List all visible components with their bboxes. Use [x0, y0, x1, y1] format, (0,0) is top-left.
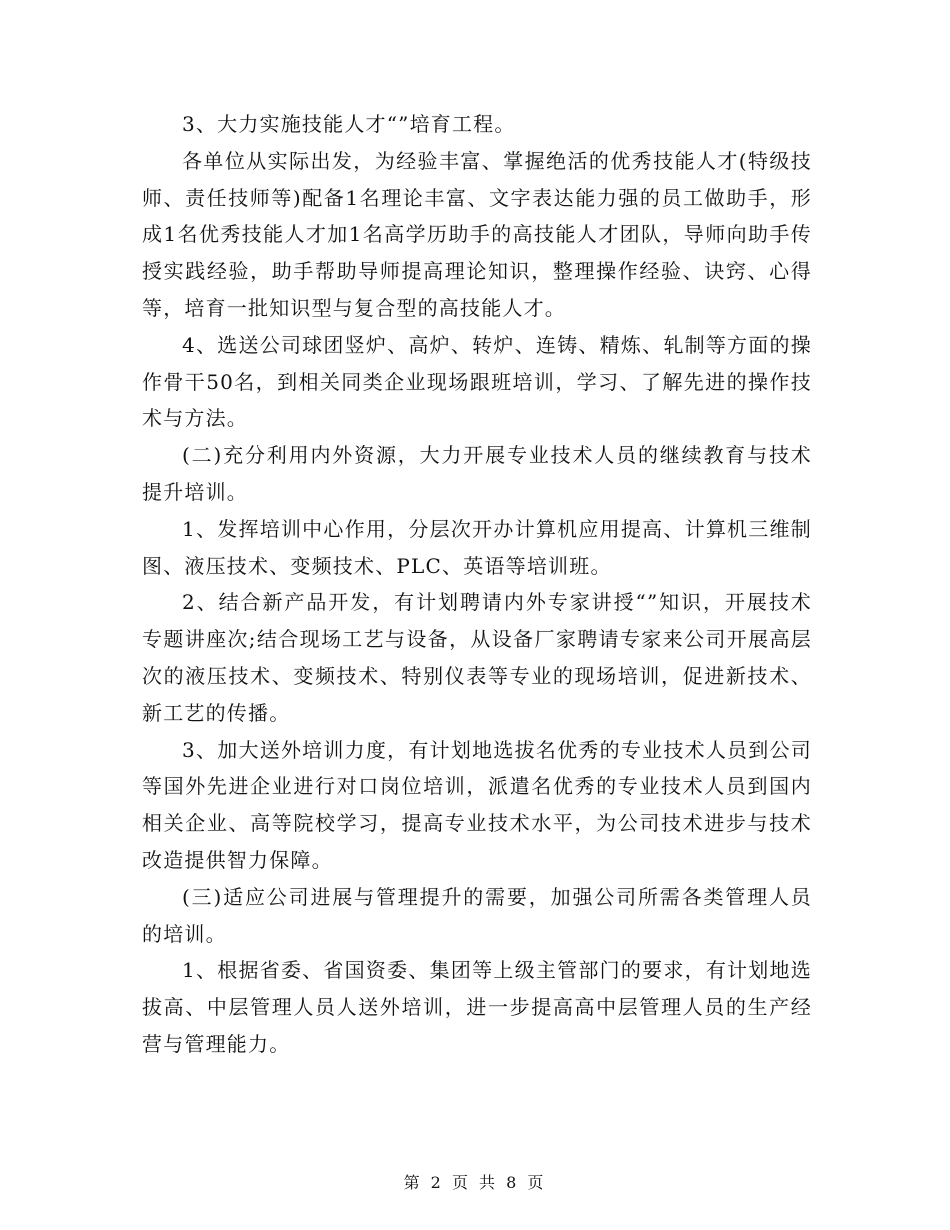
section-heading-management-staff: (三)适应公司进展与管理提升的需要，加强公司所需各类管理人员的培训。 [142, 884, 812, 946]
section-heading-technical-staff: (二)充分利用内外资源，大力开展专业技术人员的继续教育与技术提升培训。 [142, 443, 812, 504]
paragraph-manager-training: 1、根据省委、省国资委、集团等上级主管部门的要求，有计划地选拔高、中层管理人员人送外培训，进一步提高高中层管理人员的生产经营与管理能力。 [142, 958, 812, 1056]
paragraph-mentor-team: 各单位从实际出发，为经验丰富、掌握绝活的优秀技能人才(特级技师、责任技师等)配备1名理论丰富、文字表达能力强的员工做助手，形成1名优秀技能人才加1名高学历助手的高技能人才团队，导师向助手传授实践经验，助手帮助导师提高理论知识，整理操作经验、诀窍、心得等，培育一批知识型与复合型的高技能人才。 [142, 148, 812, 320]
paragraph-skill-project: 3、大力实施技能人才“”培育工程。 [182, 112, 516, 136]
paragraph-expert-lectures: 2、结合新产品开发，有计划聘请内外专家讲授“”知识，开展技术专题讲座次;结合现场工艺与设备，从设备厂家聘请专家来公司开展高层次的液压技术、变频技术、特别仪表等专业的现场培训，促进新技术、新工艺的传播。 [142, 590, 812, 725]
page-number-footer: 第 2 页 共 8 页 [403, 1173, 547, 1192]
paragraph-training-center: 1、发挥培训中心作用，分层次开办计算机应用提高、计算机三维制图、液压技术、变频技术、PLC、英语等培训班。 [142, 516, 812, 578]
document-body [142, 106, 812, 1063]
paragraph-external-training: 3、加大送外培训力度，有计划地选拔名优秀的专业技术人员到公司等国外先进企业进行对口岗位培训，派遣名优秀的专业技术人员到国内相关企业、高等院校学习，提高专业技术水平，为公司技术进步与技术改造提供智力保障。 [142, 737, 812, 872]
paragraph-operator-training: 4、选送公司球团竖炉、高炉、转炉、连铸、精炼、轧制等方面的操作骨干50名，到相关同类企业现场跟班培训，学习、了解先进的操作技术与方法。 [142, 332, 812, 431]
